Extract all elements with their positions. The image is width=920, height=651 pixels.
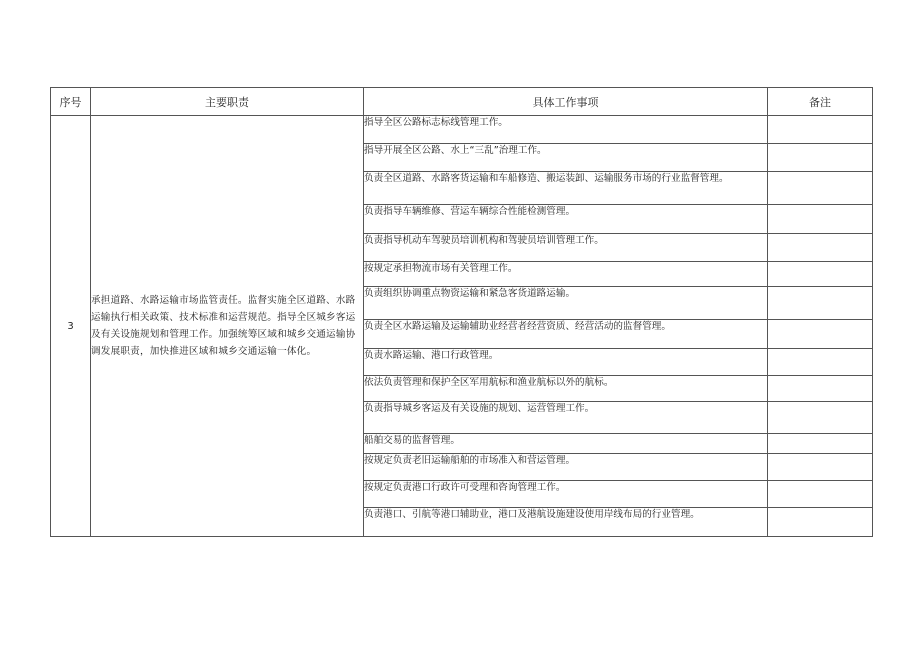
note-cell: [768, 454, 873, 481]
work-item: 负责全区水路运输及运输辅助业经营者经营资质、经营活动的监督管理。: [364, 320, 768, 349]
header-number: 序号: [51, 88, 91, 116]
note-cell: [768, 481, 873, 508]
work-item: 负责水路运输、港口行政管理。: [364, 349, 768, 376]
header-duty: 主要职责: [91, 88, 364, 116]
table-header-row: [51, 88, 873, 116]
note-cell: [768, 287, 873, 320]
table-row: [51, 116, 873, 144]
duties-table: [50, 87, 873, 537]
header-items: 具体工作事项: [364, 88, 768, 116]
note-cell: [768, 320, 873, 349]
note-cell: [768, 508, 873, 537]
note-cell: [768, 376, 873, 402]
work-item: 船舶交易的监督管理。: [364, 434, 768, 454]
work-item: 按规定负责老旧运输船舶的市场准入和营运管理。: [364, 454, 768, 481]
work-item: 按规定承担物流市场有关管理工作。: [364, 262, 768, 287]
note-cell: [768, 349, 873, 376]
work-item: 指导全区公路标志标线管理工作。: [364, 116, 768, 144]
work-item: 指导开展全区公路、水上“三乱”治理工作。: [364, 144, 768, 172]
note-cell: [768, 116, 873, 144]
work-item: 负责全区道路、水路客货运输和车船修造、搬运装卸、运输服务市场的行业监督管理。: [364, 172, 768, 205]
header-notes: 备注: [768, 88, 873, 116]
main-duty: 承担道路、水路运输市场监管责任。监督实施全区道路、水路运输执行相关政策、技术标准和运营规范。指导全区城乡客运及有关设施规划和管理工作。加强统筹区域和城乡交通运输协调发展职责，加快推进区域和城乡交通运输一体化。: [91, 116, 364, 537]
row-number: 3: [51, 116, 91, 537]
work-item: 负责组织协调重点物资运输和紧急客货道路运输。: [364, 287, 768, 320]
note-cell: [768, 434, 873, 454]
note-cell: [768, 402, 873, 434]
note-cell: [768, 172, 873, 205]
work-item: 负责指导车辆维修、营运车辆综合性能检测管理。: [364, 205, 768, 234]
note-cell: [768, 205, 873, 234]
work-item: 按规定负责港口行政许可受理和咨询管理工作。: [364, 481, 768, 508]
work-item: 负责港口、引航等港口辅助业，港口及港航设施建设使用岸线布局的行业管理。: [364, 508, 768, 537]
note-cell: [768, 234, 873, 262]
note-cell: [768, 144, 873, 172]
work-item: 负责指导机动车驾驶员培训机构和驾驶员培训管理工作。: [364, 234, 768, 262]
work-item: 依法负责管理和保护全区军用航标和渔业航标以外的航标。: [364, 376, 768, 402]
work-item: 负责指导城乡客运及有关设施的规划、运营管理工作。: [364, 402, 768, 434]
note-cell: [768, 262, 873, 287]
